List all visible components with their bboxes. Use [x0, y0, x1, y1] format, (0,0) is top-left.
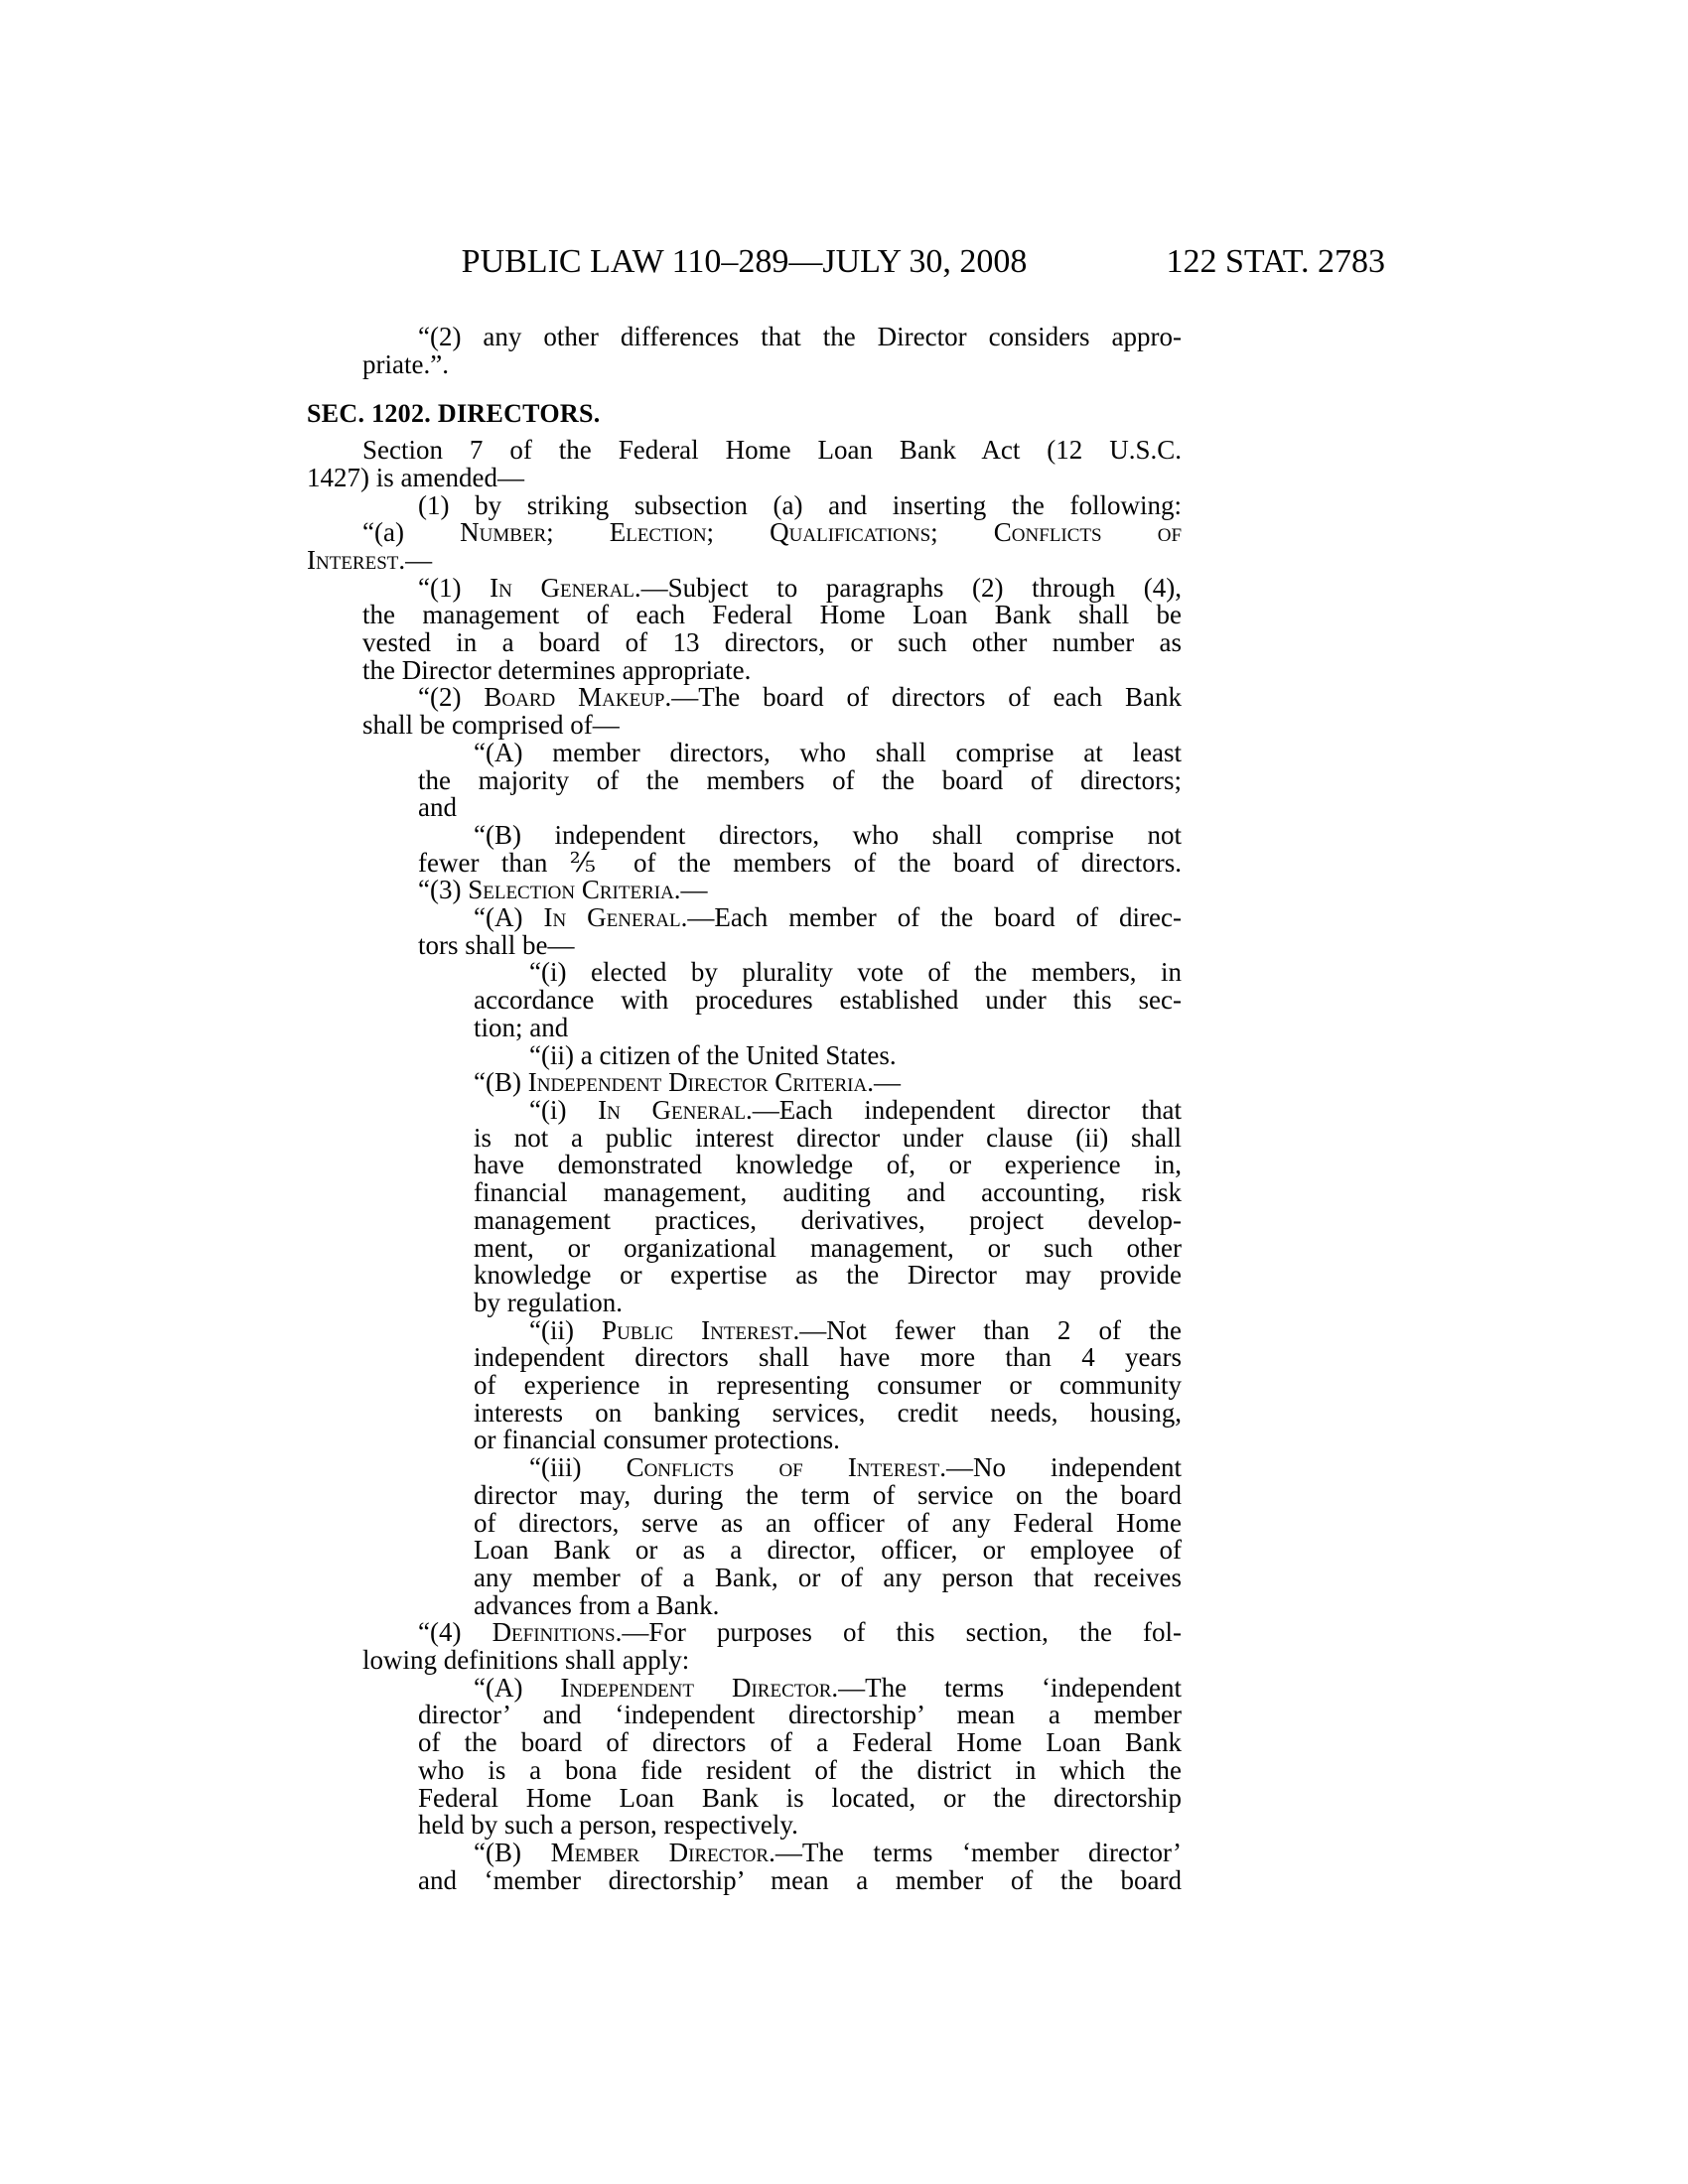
text-line [307, 437, 1182, 465]
text-line [307, 1069, 1182, 1097]
text-segment: Federal Home Loan Bank is located, or the directorship [418, 1782, 1182, 1813]
text-segment: director’ and ‘independent directorship’ mean a member [418, 1700, 1182, 1730]
text-line [307, 1427, 1182, 1454]
text-segment: shall be comprised of— [362, 710, 620, 741]
text-line [307, 1864, 1182, 1895]
text-segment: 1427) is amended— [307, 462, 524, 492]
text-line [307, 1647, 1182, 1675]
text-line [307, 684, 1182, 712]
text-segment: tors shall be— [418, 929, 575, 960]
text-segment: Number; Election; Qualifications; Conflicts of [460, 517, 1183, 548]
text-line [307, 1782, 1182, 1813]
text-line [307, 1012, 1182, 1042]
text-segment: .— [867, 1067, 901, 1098]
text-line [307, 1729, 1182, 1757]
text-line [307, 764, 1182, 795]
text-line [307, 737, 1182, 767]
text-line [307, 1454, 1182, 1482]
text-segment: “(3) [418, 875, 469, 905]
text-line [307, 1619, 1182, 1647]
text-segment: and [418, 792, 457, 823]
text-segment: “(2) any other differences that the Director considers appro- [418, 322, 1182, 351]
text-segment: accordance with procedures established under this sec- [474, 985, 1182, 1016]
text-line [307, 819, 1182, 850]
text-segment: (1) by striking subsection (a) and inserting the following: [418, 489, 1182, 520]
text-line [307, 1204, 1182, 1235]
text-segment: “(B) independent directors, who shall comprise not [474, 819, 1182, 850]
text-segment: “(2) [418, 682, 485, 713]
text-segment: held by such a person, respectively. [418, 1810, 798, 1841]
text-line [307, 1179, 1182, 1207]
text-segment: “(ii) [529, 1314, 603, 1345]
text-line [307, 519, 1182, 547]
text-line [307, 847, 1182, 878]
text-line [307, 348, 1182, 379]
text-segment: .—Each member of the board of direc- [680, 902, 1182, 933]
text-segment: “(B) [474, 1067, 528, 1098]
text-line [307, 1397, 1182, 1428]
text-segment: Definitions [492, 1617, 616, 1648]
text-segment: “(4) [418, 1617, 492, 1648]
text-line [307, 1039, 1182, 1070]
text-line [307, 1344, 1182, 1372]
text-segment: by regulation. [474, 1287, 623, 1317]
text-segment: “(a) [362, 517, 461, 548]
text-line [307, 1589, 1182, 1620]
text-line [307, 1537, 1182, 1565]
text-segment: Section 7 of the Federal Home Loan Bank Act (12 U.S.C. [362, 435, 1182, 466]
text-line [307, 1479, 1182, 1510]
text-segment: Selection Criteria [468, 875, 674, 905]
text-segment: Loan Bank or as a director, officer, or employee of [474, 1535, 1182, 1566]
text-segment: ment, or organizational management, or such other [474, 1232, 1182, 1263]
text-line [307, 987, 1182, 1015]
text-segment: director may, during the term of service on the board [474, 1479, 1182, 1510]
text-segment: have demonstrated knowledge of, or experience in, [474, 1150, 1182, 1180]
text-segment: of directors, serve as an officer of any Federal Home [474, 1507, 1182, 1538]
text-line [307, 654, 1182, 685]
text-line [307, 929, 1182, 960]
text-segment: the management of each Federal Home Loan Bank shall be [362, 600, 1182, 630]
header-stat-page: 122 STAT. 2783 [1166, 243, 1385, 280]
text-segment: the majority of the members of the board of directors; [418, 764, 1182, 795]
text-segment: Independent Director [560, 1672, 832, 1703]
text-line [307, 1232, 1182, 1263]
text-line [307, 1754, 1182, 1785]
text-segment: “(A) [474, 1672, 561, 1703]
text-segment: priate.”. [362, 348, 449, 379]
text-segment: management practices, derivatives, project develop- [474, 1204, 1182, 1235]
text-line [307, 1672, 1182, 1703]
text-segment: .—The terms ‘independent [831, 1672, 1182, 1703]
text-segment: In General [543, 902, 681, 933]
text-line [307, 794, 1182, 822]
text-line [307, 712, 1182, 740]
text-segment: “(A) member directors, who shall comprise at least [474, 737, 1182, 767]
text-segment: .—No independent [939, 1452, 1182, 1483]
text-segment: .—Each independent director that [745, 1094, 1183, 1125]
text-segment: SEC. 1202. DIRECTORS. [307, 399, 601, 429]
text-line [307, 572, 1182, 603]
text-segment: financial management, auditing and accounting, risk [474, 1177, 1182, 1208]
text-segment: the Director determines appropriate. [362, 654, 752, 685]
text-segment: .—The board of directors of each Bank [664, 682, 1182, 713]
text-segment: is not a public interest director under clause (ii) shall [474, 1122, 1182, 1153]
text-segment: of experience in representing consumer or community [474, 1370, 1182, 1401]
text-segment: “(B) [474, 1837, 551, 1867]
text-segment: “(ii) a citizen of the United States. [529, 1039, 897, 1070]
text-line [307, 602, 1182, 629]
text-segment: .—Subject to paragraphs (2) through (4), [633, 572, 1182, 603]
text-line [307, 1287, 1182, 1317]
text-segment: In General [490, 572, 634, 603]
text-line [307, 877, 1182, 904]
text-line [307, 544, 1182, 575]
text-segment: fewer than ⅖ of the members of the board of directors. [418, 847, 1182, 878]
text-segment: Interest [307, 544, 399, 575]
text-line [307, 1262, 1182, 1290]
text-segment: Member Director [550, 1837, 770, 1867]
text-line [307, 324, 1182, 351]
text-segment: and ‘member directorship’ mean a member of the board [418, 1864, 1182, 1895]
text-line [307, 1507, 1182, 1538]
text-line [307, 1702, 1182, 1729]
text-segment: .—For purposes of this section, the fol- [615, 1617, 1183, 1648]
text-line [307, 959, 1182, 987]
text-segment: .— [673, 875, 708, 905]
text-line [307, 629, 1182, 657]
text-segment: who is a bona fide resident of the district in which the [418, 1754, 1182, 1785]
text-line [307, 1094, 1183, 1125]
text-line [307, 462, 1182, 492]
text-segment: knowledge or expertise as the Director may provide [474, 1260, 1182, 1291]
text-segment: independent directors shall have more than 4 years [474, 1342, 1182, 1373]
text-segment: of the board of directors of a Federal Home Loan Bank [418, 1727, 1182, 1758]
text-line [307, 1372, 1182, 1400]
text-segment: “(A) [474, 902, 544, 933]
text-line [307, 1122, 1182, 1153]
text-segment: Independent Director Criteria [527, 1067, 868, 1098]
text-line [307, 1314, 1182, 1345]
text-segment: Board Makeup [484, 682, 665, 713]
header-law-title: PUBLIC LAW 110–289—JULY 30, 2008 [461, 243, 1028, 280]
text-segment: “(i) elected by plurality vote of the members, in [529, 957, 1182, 988]
text-line [307, 489, 1182, 520]
text-segment: lowing definitions shall apply: [362, 1645, 690, 1676]
text-line [307, 1562, 1182, 1592]
text-segment: advances from a Bank. [474, 1589, 720, 1620]
text-line [307, 1837, 1182, 1867]
text-segment: “(i) [529, 1094, 599, 1125]
text-segment: “(1) [418, 572, 491, 603]
text-segment: .—Not fewer than 2 of the [792, 1314, 1182, 1345]
text-segment: “(iii) [529, 1452, 627, 1483]
text-segment: Conflicts of Interest [626, 1452, 940, 1483]
text-segment: any member of a Bank, or of any person that receives [474, 1562, 1182, 1592]
text-segment: interests on banking services, credit needs, housing, [474, 1397, 1182, 1428]
text-line [307, 904, 1182, 932]
text-line [307, 1812, 1182, 1840]
page-text [307, 324, 1182, 1894]
text-segment: or financial consumer protections. [474, 1425, 840, 1455]
text-segment: vested in a board of 13 directors, or such other number as [362, 627, 1182, 658]
section-heading [307, 400, 1182, 428]
text-line [307, 1152, 1182, 1179]
text-segment: In General [598, 1094, 746, 1125]
text-segment: Public Interest [602, 1314, 793, 1345]
text-segment: .— [398, 544, 433, 575]
text-segment: .—The terms ‘member director’ [769, 1837, 1182, 1867]
text-segment: tion; and [474, 1012, 569, 1042]
